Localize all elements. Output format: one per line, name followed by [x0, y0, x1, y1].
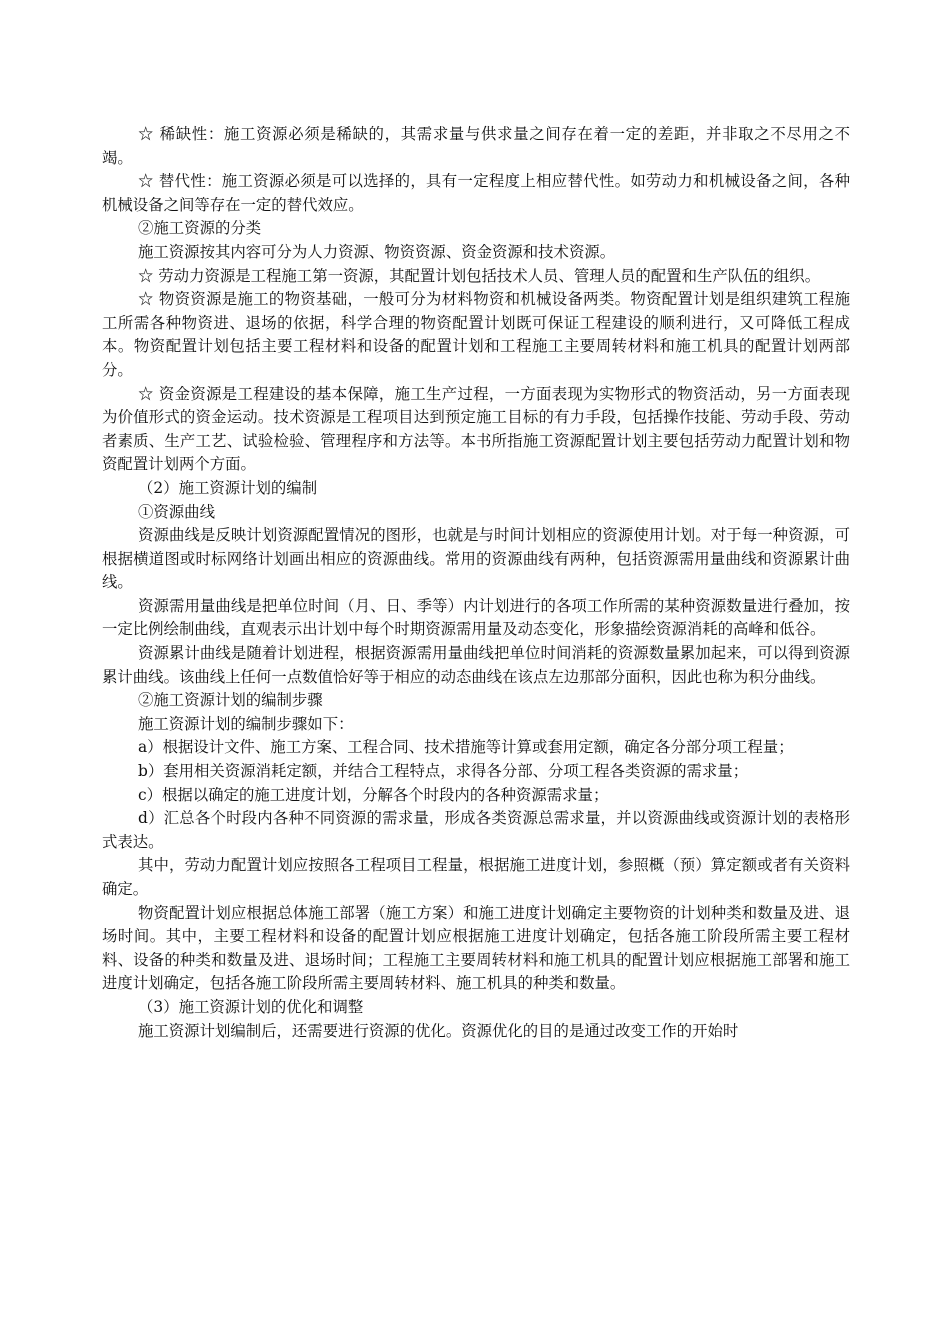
paragraph-demand-curve: 资源需用量曲线是把单位时间（月、日、季等）内计划进行的各项工作所需的某种资源数量进行叠加，按一定比例绘制曲线，直观表示出计划中每个时期资源需用量及动态变化，形象描绘资源消耗的高峰和低谷。: [102, 596, 850, 639]
paragraph-labor-resource: ☆ 劳动力资源是工程施工第一资源，其配置计划包括技术人员、管理人员的配置和生产队伍的组织。: [138, 266, 821, 285]
heading-compilation-steps: ②施工资源计划的编制步骤: [138, 691, 323, 710]
paragraph-capital-resource: ☆ 资金资源是工程建设的基本保障，施工生产过程，一方面表现为实物形式的物资活动，另一方面表现为价值形式的资金运动。技术资源是工程项目达到预定施工目标的有力手段，包括操作技能、劳动手段、劳动者素质、生产工艺、试验检验、管理程序和方法等。本书所指施工资源配置计划主要包括劳动力配置计划和物资配置计划两个方面。: [102, 384, 850, 474]
list-item-step-c: c）根据以确定的施工进度计划，分解各个时段内的各种资源需求量；: [138, 785, 609, 804]
heading-plan-optimization: （3）施工资源计划的优化和调整: [138, 997, 364, 1016]
paragraph-resource-types: 施工资源按其内容可分为人力资源、物资资源、资金资源和技术资源。: [138, 242, 616, 261]
list-item-step-d: d）汇总各个时段内各种不同资源的需求量，形成各类资源总需求量，并以资源曲线或资源计划的表格形式表达。: [102, 809, 850, 851]
paragraph-optimization: 施工资源计划编制后，还需要进行资源的优化。资源优化的目的是通过改变工作的开始时: [138, 1021, 739, 1040]
paragraph-material-resource: ☆ 物资资源是施工的物资基础，一般可分为材料物资和机械设备两类。物资配置计划是组织建筑工程施工所需各种物资进、退场的依据，科学合理的物资配置计划既可保证工程建设的顺利进行，又可降低工程成本。物资配置计划包括主要工程材料和设备的配置计划和工程施工主要周转材料和施工机具的配置计划两部分。: [102, 290, 850, 379]
heading-resource-classification: ②施工资源的分类: [138, 219, 262, 238]
paragraph-cumulative-curve: 资源累计曲线是随着计划进程，根据资源需用量曲线把单位时间消耗的资源数量累加起来，可以得到资源累计曲线。该曲线上任何一点数值恰好等于相应的动态曲线在该点左边那部分面积，因此也称为积分曲线。: [102, 644, 850, 686]
document-page: [102, 123, 850, 1043]
paragraph-material-plan: 物资配置计划应根据总体施工部署（施工方案）和施工进度计划确定主要物资的计划种类和数量及进、退场时间。其中，主要工程材料和设备的配置计划应根据施工进度计划确定，包括各施工阶段所需主要工程材料、设备的种类和数量及进、退场时间；工程施工主要周转材料和施工机具的配置计划应根据施工部署和施工进度计划确定，包括各施工阶段所需主要周转材料、施工机具的种类和数量。: [102, 903, 850, 993]
paragraph-resource-curve: 资源曲线是反映计划资源配置情况的图形，也就是与时间计划相应的资源使用计划。对于每一种资源，可根据横道图或时标网络计划画出相应的资源曲线。常用的资源曲线有两种，包括资源需用量曲线和资源累计曲线。: [102, 526, 850, 592]
paragraph-labor-plan: 其中，劳动力配置计划应按照各工程项目工程量，根据施工进度计划，参照概（预）算定额或者有关资料确定。: [102, 856, 850, 898]
heading-plan-compilation: （2）施工资源计划的编制: [138, 478, 318, 497]
paragraph-substitutability: ☆ 替代性：施工资源必须是可以选择的，具有一定程度上相应替代性。如劳动力和机械设备之间，各种机械设备之间等存在一定的替代效应。: [102, 172, 850, 214]
paragraph-steps-intro: 施工资源计划的编制步骤如下：: [138, 714, 354, 733]
paragraph-scarcity: ☆ 稀缺性：施工资源必须是稀缺的，其需求量与供求量之间存在着一定的差距，并非取之不尽用之不竭。: [102, 125, 850, 167]
list-item-step-a: a）根据设计文件、施工方案、工程合同、技术措施等计算或套用定额，确定各分部分项工程量；: [138, 738, 794, 757]
heading-resource-curve: ①资源曲线: [138, 502, 215, 521]
list-item-step-b: b）套用相关资源消耗定额，并结合工程特点，求得各分部、分项工程各类资源的需求量；: [138, 762, 749, 781]
